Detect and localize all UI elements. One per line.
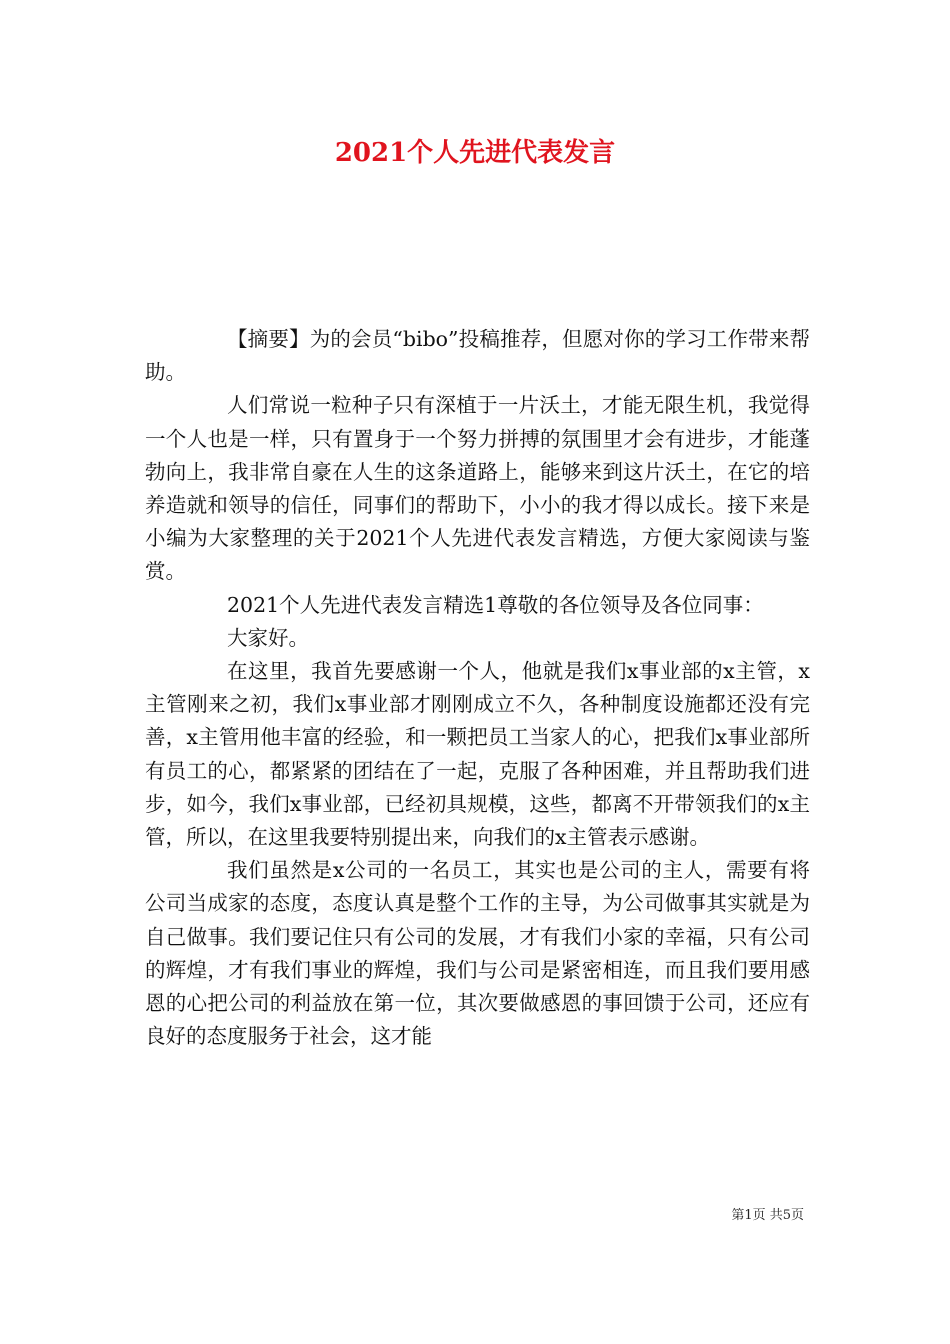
page-footer: 第1页 共5页	[731, 1208, 804, 1223]
document-title: 2021个人先进代表发言	[334, 138, 616, 168]
paragraph-thanks: 在这里，我首先要感谢一个人，他就是我们x事业部的x主管，x主管刚来之初，我们x事业部才刚刚成立不久，各种制度设施都还没有完善，x主管用他丰富的经验，和一颗把员工当家人的心，把我们x事业部所有员工的心，都紧紧的团结在了一起，克服了各种困难，并且帮助我们进步，如今，我们x事业部，已经初具规模，这些，都离不开带领我们的x主管，所以，在这里我要特别提出来，向我们的x主管表示感谢。	[145, 659, 810, 850]
paragraph-company: 我们虽然是x公司的一名员工，其实也是公司的主人，需要有将公司当成家的态度，态度认真是整个工作的主导，为公司做事其实就是为自己做事。我们要记住只有公司的发展，才有我们小家的幸福，只有公司的辉煌，才有我们事业的辉煌，我们与公司是紧密相连，而且我们要用感恩的心把公司的利益放在第一位，其次要做感恩的事回馈于公司，还应有良好的态度服务于社会，这才能	[145, 858, 810, 1049]
paragraph-heading-1: 2021个人先进代表发言精选1尊敬的各位领导及各位同事：	[227, 592, 764, 617]
paragraph-abstract: 【摘要】为的会员“bibo”投稿推荐，但愿对你的学习工作带来帮助。	[145, 327, 810, 385]
paragraph-greeting: 大家好。	[227, 625, 309, 650]
paragraph-intro: 人们常说一粒种子只有深植于一片沃土，才能无限生机，我觉得一个人也是一样，只有置身于一个努力拼搏的氛围里才会有进步，才能蓬勃向上，我非常自豪在人生的这条道路上，能够来到这片沃土，在它的培养造就和领导的信任，同事们的帮助下，小小的我才得以成长。接下来是小编为大家整理的关于2021个人先进代表发言精选，方便大家阅读与鉴赏。	[145, 393, 810, 584]
document-body	[145, 323, 810, 1053]
